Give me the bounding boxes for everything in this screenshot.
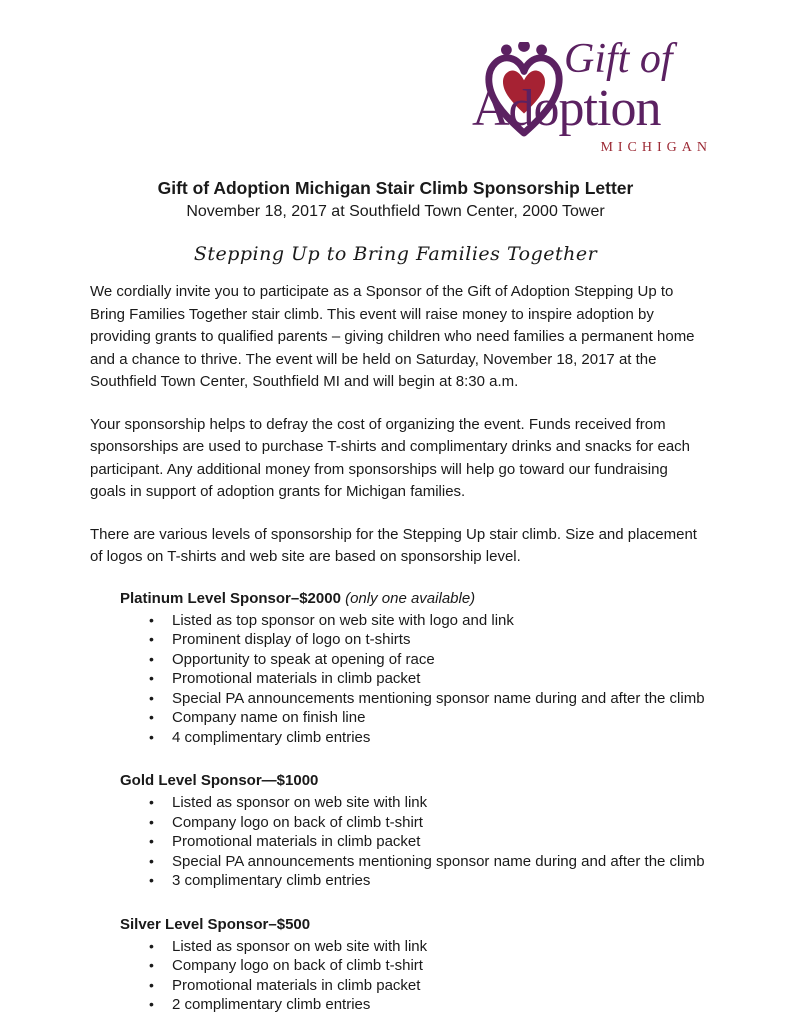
silver-heading-text: Silver Level Sponsor–$500 <box>120 915 311 933</box>
platinum-heading-text: Platinum Level Sponsor–$2000 <box>120 589 346 607</box>
list-item: • Promotional materials in climb packet <box>172 669 706 689</box>
document-subtitle: November 18, 2017 at Southfield Town Center, 2000 Tower <box>186 203 605 220</box>
logo-wordmark-adoption: Adoption <box>472 80 661 137</box>
event-tagline: Stepping Up to Bring Families Together <box>193 243 598 265</box>
section-gold <box>90 771 706 891</box>
gold-heading <box>120 771 706 791</box>
list-item: • Promotional materials in climb packet <box>172 976 706 996</box>
title-block <box>0 176 791 223</box>
paragraph-sponsorship-use: Your sponsorship helps to defray the cost of organizing the event. Funds received from sponsorships are used to purchase T-shirts and complimentary drinks and snacks for each participant. Any additional money from sponsorships will help go toward our fundraising goals in support of adoption grants for Michigan families. <box>90 415 691 500</box>
gold-heading-text: Gold Level Sponsor—$1000 <box>120 772 319 789</box>
list-item: • Promotional materials in climb packet <box>172 832 706 852</box>
gift-of-adoption-logo <box>452 36 718 154</box>
section-silver <box>90 915 706 1015</box>
paragraph-invitation: We cordially invite you to participate as a Sponsor of the Gift of Adoption Stepping Up to Bring Families Together stair climb. This event will raise money to inspire adoption by providing grants to qualified parents – giving children who need families a permanent home and a chance to thrive. The event will be held on Saturday, November 18, 2017 at the Southfield Town Center, Southfield MI and will begin at 8:30 a.m. <box>90 283 695 390</box>
list-item: • Special PA announcements mentioning sponsor name during and after the climb <box>172 689 706 709</box>
platinum-heading-note: (only one available) <box>345 589 476 607</box>
letter-body <box>90 281 706 1024</box>
list-item: • Company logo on back of climb t-shirt <box>172 813 706 833</box>
list-item: • Listed as sponsor on web site with link <box>172 793 706 813</box>
silver-heading <box>120 915 706 935</box>
list-item: • Special PA announcements mentioning sponsor name during and after the climb <box>172 852 706 872</box>
list-item: • Company name on finish line <box>172 708 706 728</box>
platinum-benefits-list <box>90 611 706 748</box>
list-item: • Prominent display of logo on t-shirts <box>172 630 706 650</box>
list-item: • Company logo on back of climb t-shirt <box>172 956 706 976</box>
document-title: Gift of Adoption Michigan Stair Climb Sponsorship Letter <box>157 178 634 198</box>
section-platinum <box>90 589 706 748</box>
platinum-heading <box>120 589 706 609</box>
logo-wordmark-gift-of: Gift of <box>564 36 673 82</box>
list-item: • Listed as sponsor on web site with link <box>172 937 706 957</box>
list-item: • Listed as top sponsor on web site with logo and link <box>172 611 706 631</box>
list-item: • 2 complimentary climb entries <box>172 995 706 1015</box>
list-item: • 3 complimentary climb entries <box>172 871 706 891</box>
silver-benefits-list <box>90 937 706 1015</box>
gold-benefits-list <box>90 793 706 891</box>
logo-region-michigan: MICHIGAN <box>600 140 712 155</box>
list-item: • Opportunity to speak at opening of race <box>172 650 706 670</box>
list-item: • 4 complimentary climb entries <box>172 728 706 748</box>
paragraph-levels-intro: There are various levels of sponsorship for the Stepping Up stair climb. Size and placement of logos on T-shirts and web site are based on sponsorship level. <box>90 525 697 565</box>
